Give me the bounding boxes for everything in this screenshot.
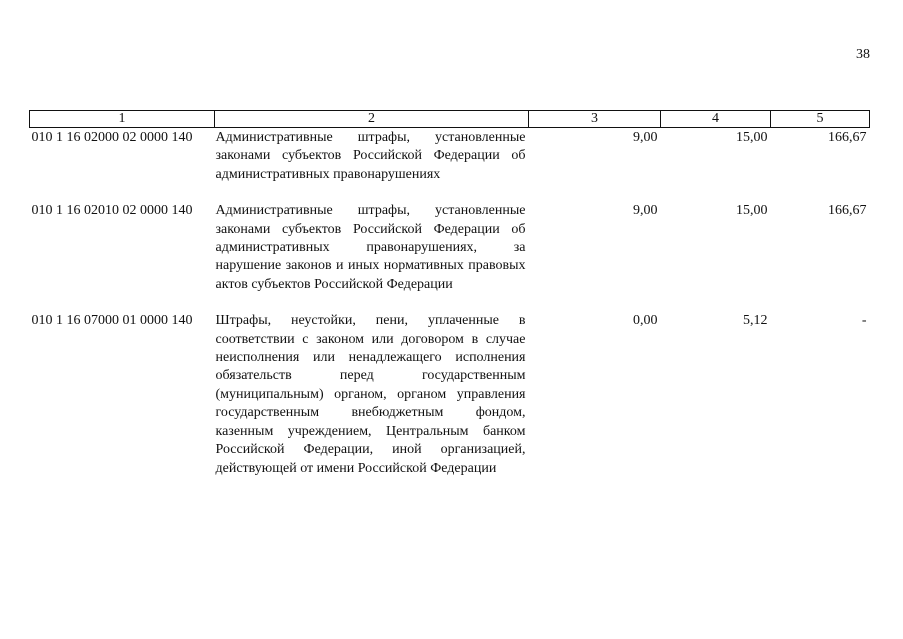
table-row xyxy=(30,294,870,478)
value-col-3: 9,00 xyxy=(633,130,658,145)
table-header-row xyxy=(30,111,870,128)
revenue-name: Административные штрафы, установленные законами субъектов Российской Федерации об административных правонарушениях xyxy=(215,130,526,182)
value-col-5: - xyxy=(861,313,867,329)
value-col-4: 15,00 xyxy=(736,203,768,219)
value-col-4: 15,00 xyxy=(736,130,768,145)
column-header-1: 1 xyxy=(30,111,215,128)
table-row xyxy=(30,128,870,185)
budget-table xyxy=(29,110,870,478)
budget-code: 010 1 16 02000 02 0000 140 xyxy=(31,130,193,145)
value-col-4: 5,12 xyxy=(743,313,768,329)
column-header-2: 2 xyxy=(215,111,529,128)
value-col-5: 166,67 xyxy=(828,130,867,145)
budget-code: 010 1 16 02010 02 0000 140 xyxy=(31,203,193,219)
revenue-name: Административные штрафы, установленные законами субъектов Российской Федерации об административных правонарушениях, за нарушение законов и иных нормативных правовых актов субъектов Российской Федерации xyxy=(215,203,526,292)
revenue-name: Штрафы, неустойки, пени, уплаченные в соответствии с законом или договором в случае неисполнения или ненадлежащего исполнения обязательств перед государственным (муниципальным) органом, органом управления государственным внебюджетным фондом, казенным учреждением, Центральным банком Российской Федерации, иной организацией, действующей от имени Российской Федерации xyxy=(215,313,526,476)
page-number: 38 xyxy=(856,47,870,62)
column-header-4: 4 xyxy=(661,111,771,128)
budget-code: 010 1 16 07000 01 0000 140 xyxy=(31,313,193,329)
value-col-3: 9,00 xyxy=(633,203,658,219)
value-col-5: 166,67 xyxy=(828,203,867,219)
table-row xyxy=(30,184,870,294)
column-header-5: 5 xyxy=(771,111,870,128)
value-col-3: 0,00 xyxy=(633,313,658,329)
column-header-3: 3 xyxy=(529,111,661,128)
